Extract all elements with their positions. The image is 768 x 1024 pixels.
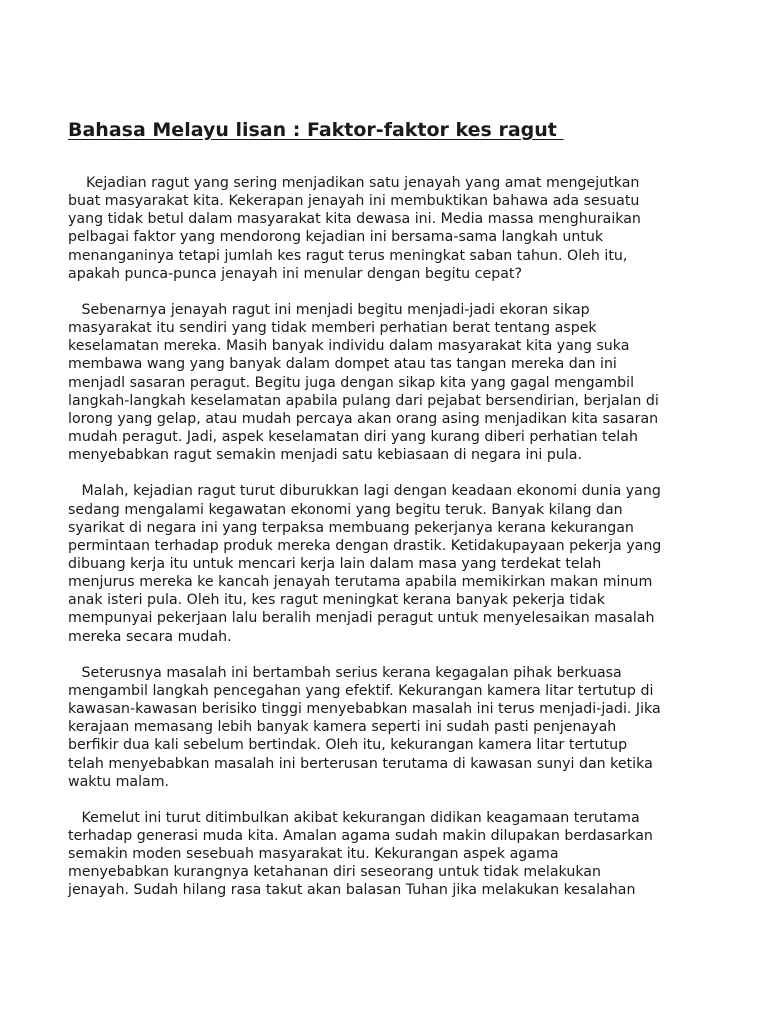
text-line: anak isteri pula. Oleh itu, kes ragut meningkat kerana banyak pekerja tidak [68,592,605,609]
text-line: dibuang kerja itu untuk mencari kerja lain dalam masa yang terdekat telah [68,555,602,572]
text-line: mempunyai pekerjaan lalu beralih menjadi peragut untuk menyelesaikan masalah [68,610,655,627]
text-line: sedang mengalami kegawatan ekonomi yang begitu teruk. Banyak kilang dan [68,501,623,518]
text-line: menjurus mereka ke kancah jenayah terutama apabila memikirkan makan minum [68,574,653,591]
text-line: Kejadian ragut yang sering menjadikan satu jenayah yang amat mengejutkan [68,175,640,191]
text-line: Malah, kejadian ragut turut diburukkan lagi dengan keadaan ekonomi dunia yang [68,483,661,500]
text-line: telah menyebabkan masalah ini berterusan terutama di kawasan sunyi dan ketika [68,755,653,772]
text-line: apakah punca-punca jenayah ini menular dengan begitu cepat? [68,265,522,282]
text-line: kerajaan memasang lebih banyak kamera seperti ini sudah pasti penjenayah [68,719,617,736]
text-line: syarikat di negara ini yang terpaksa membuang pekerjanya kerana kekurangan [68,519,634,536]
text-line: menyebabkan kurangnya ketahanan diri seseorang untuk tidak melakukan [68,864,601,881]
text-line: semakin moden sesebuah masyarakat itu. Kekurangan aspek agama [68,846,559,863]
text-line: buat masyarakat kita. Kekerapan jenayah ini membuktikan bahawa ada sesuatu [68,193,640,210]
text-line: langkah-langkah keselamatan apabila pulang dari pejabat bersendirian, berjalan di [68,392,659,409]
text-line: yang tidak betul dalam masyarakat kita dewasa ini. Media massa menghuraikan [68,211,641,228]
text-line: Sebenarnya jenayah ragut ini menjadi begitu menjadi-jadi ekoran sikap [68,301,590,318]
paragraph-3 [68,482,708,645]
document-title: Bahasa Melayu lisan : Faktor-faktor kes ragut [68,119,564,141]
paragraph-1 [68,174,708,283]
paragraph-4 [68,664,708,791]
text-line: pelbagai faktor yang mendorong kejadian ini bersama-sama langkah untuk [68,229,604,246]
text-line: Kemelut ini turut ditimbulkan akibat kekurangan didikan keagamaan terutama [68,809,640,826]
text-line: masyarakat itu sendiri yang tidak memberi perhatian berat tentang aspek [68,320,597,337]
text-line: waktu malam. [68,773,170,790]
text-line: menyebabkan ragut semakin menjadi satu kebiasaan di negara ini pula. [68,447,583,464]
text-line: kawasan-kawasan berisiko tinggi menyebabkan masalah ini terus menjadi-jadi. Jika [68,701,661,718]
text-line: mereka secara mudah. [68,628,232,645]
text-line: menjadl sasaran peragut. Begitu juga dengan sikap kita yang gagal mengambil [68,374,635,391]
text-line: mudah peragut. Jadi, aspek keselamatan diri yang kurang diberi perhatian telah [68,429,638,446]
document-body [68,174,708,918]
text-line: terhadap generasi muda kita. Amalan agama sudah makin dilupakan berdasarkan [68,828,653,844]
text-line: menanganinya tetapi jumlah kes ragut terus meningkat saban tahun. Oleh itu, [68,247,628,264]
text-line: keselamatan mereka. Masih banyak individu dalam masyarakat kita yang suka [68,338,630,355]
text-line: mengambil langkah pencegahan yang efektif. Kekurangan kamera litar tertutup di [68,682,654,699]
paragraph-5 [68,809,708,900]
text-line: permintaan terhadap produk mereka dengan drastik. Ketidakupayaan pekerja yang [68,537,662,554]
text-line: berfikir dua kali sebelum bertindak. Oleh itu, kekurangan kamera litar tertutup [68,737,628,754]
text-line: lorong yang gelap, atau mudah percaya akan orang asing menjadikan kita sasaran [68,410,659,427]
text-line: membawa wang yang banyak dalam dompet atau tas tangan mereka dan ini [68,356,617,373]
text-line: jenayah. Sudah hilang rasa takut akan balasan Tuhan jika melakukan kesalahan [68,882,636,899]
text-line: Seterusnya masalah ini bertambah serius kerana kegagalan pihak berkuasa [68,664,622,681]
paragraph-2 [68,301,708,464]
